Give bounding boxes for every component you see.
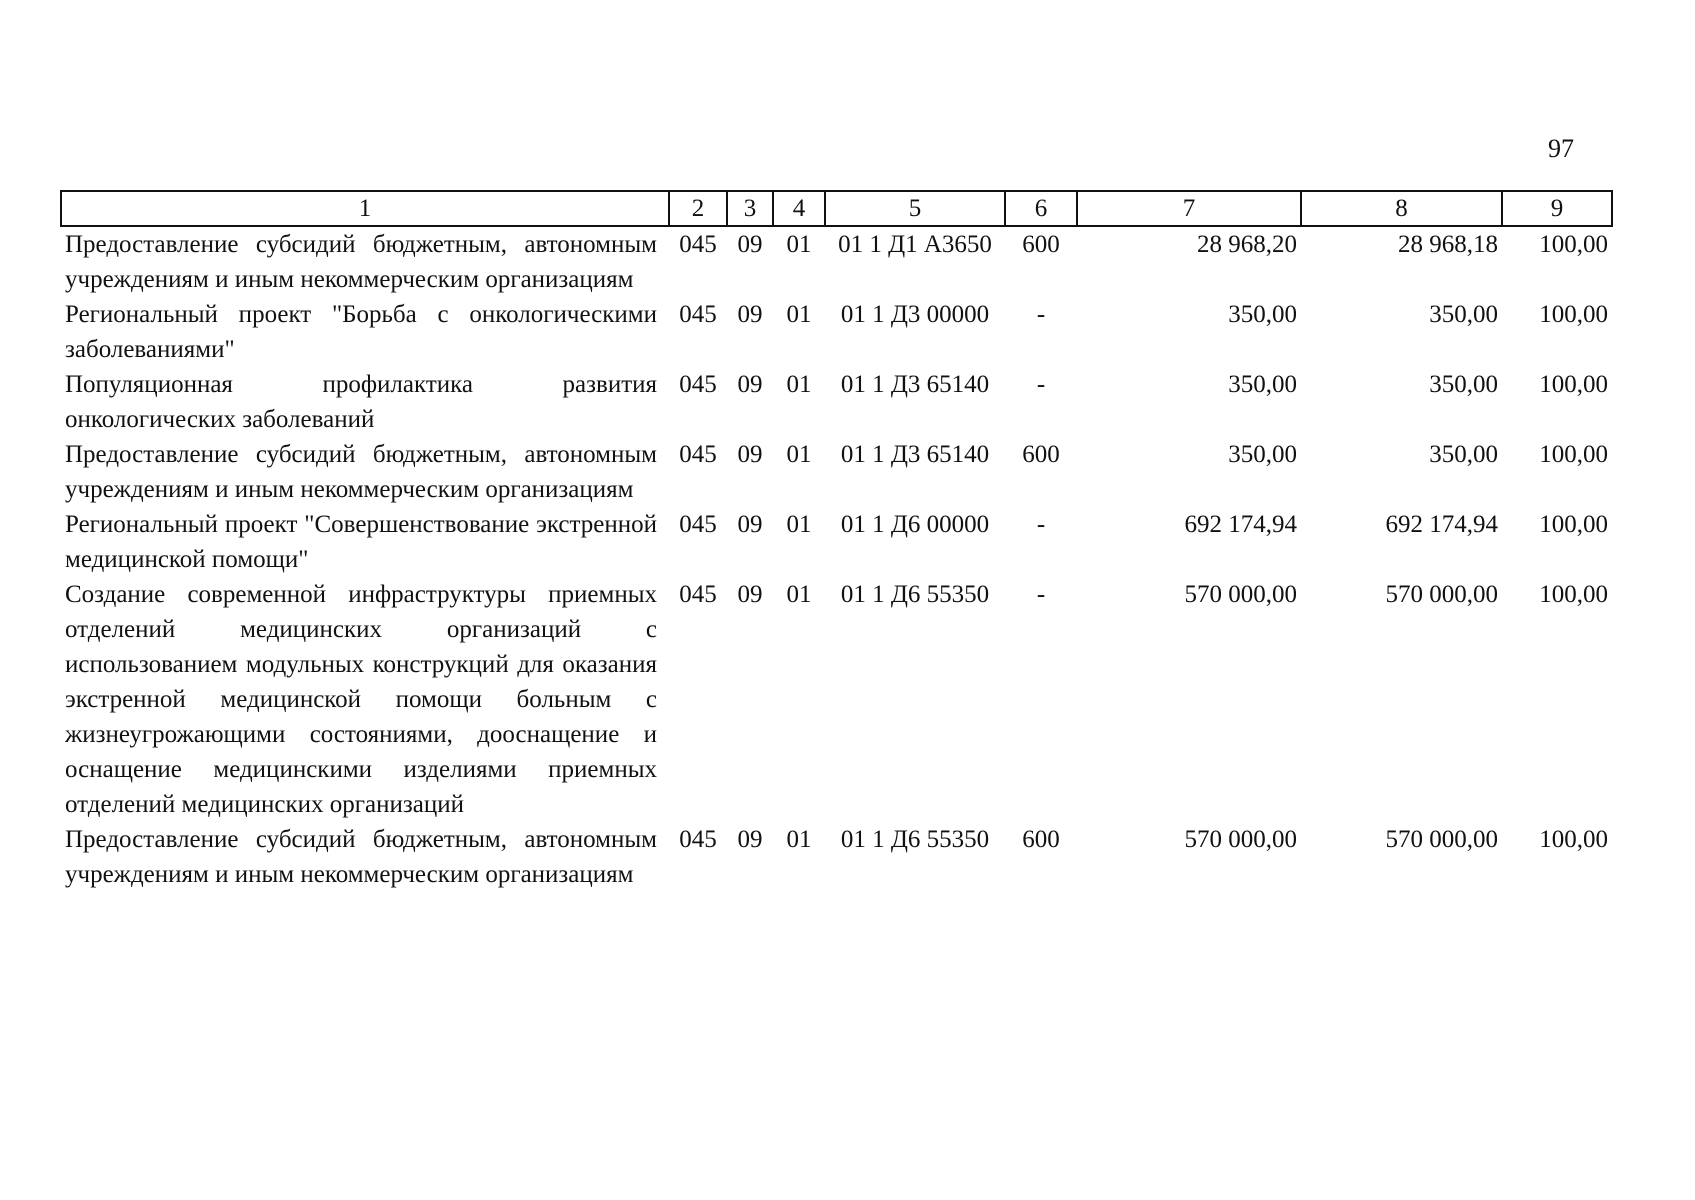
target-article-cell: 01 1 Д6 00000: [840, 511, 990, 538]
code-cell: 045: [679, 231, 717, 258]
row-name-cell: Популяционная профилактика развития онкологических заболеваний: [65, 371, 657, 433]
code-cell: 045: [679, 581, 717, 608]
planned-amount-cell: 350,00: [1228, 441, 1297, 468]
planned-amount-cell: 570 000,00: [1184, 826, 1297, 853]
column-header: 1: [61, 191, 669, 226]
planned-amount-cell: 350,00: [1228, 301, 1297, 328]
expense-type-cell: 600: [1022, 826, 1060, 853]
table-row: [61, 577, 1612, 822]
section-cell: 09: [737, 441, 763, 468]
target-article-cell: 01 1 Д3 65140: [840, 441, 990, 468]
column-header: 3: [727, 191, 773, 226]
actual-amount-cell: 692 174,94: [1385, 511, 1498, 538]
code-cell: 045: [679, 371, 717, 398]
table-row: [61, 367, 1612, 437]
percent-cell: 100,00: [1539, 511, 1608, 538]
column-header: 5: [825, 191, 1005, 226]
expense-type-cell: -: [1036, 301, 1046, 328]
column-header: 7: [1077, 191, 1301, 226]
section-cell: 09: [737, 826, 763, 853]
subsection-cell: 01: [786, 581, 812, 608]
target-article-cell: 01 1 Д3 65140: [840, 371, 990, 398]
expense-type-cell: -: [1036, 511, 1046, 538]
actual-amount-cell: 350,00: [1429, 371, 1498, 398]
section-cell: 09: [737, 371, 763, 398]
actual-amount-cell: 350,00: [1429, 441, 1498, 468]
subsection-cell: 01: [786, 231, 812, 258]
percent-cell: 100,00: [1539, 581, 1608, 608]
row-name-cell: Предоставление субсидий бюджетным, автономным учреждениям и иным некоммерческим организациям: [65, 441, 657, 503]
subsection-cell: 01: [786, 826, 812, 853]
subsection-cell: 01: [786, 371, 812, 398]
percent-cell: 100,00: [1539, 441, 1608, 468]
actual-amount-cell: 570 000,00: [1385, 826, 1498, 853]
row-name-cell: Предоставление субсидий бюджетным, автономным учреждениям и иным некоммерческим организациям: [65, 231, 657, 293]
column-header: 8: [1301, 191, 1502, 226]
planned-amount-cell: 570 000,00: [1184, 581, 1297, 608]
column-header: 6: [1005, 191, 1077, 226]
table-row: [61, 226, 1612, 297]
section-cell: 09: [737, 581, 763, 608]
subsection-cell: 01: [786, 441, 812, 468]
expense-type-cell: -: [1036, 581, 1046, 608]
expense-type-cell: -: [1036, 371, 1046, 398]
column-header: 4: [773, 191, 825, 226]
column-header: 9: [1502, 191, 1612, 226]
planned-amount-cell: 692 174,94: [1184, 511, 1297, 538]
budget-table: [60, 190, 1613, 892]
section-cell: 09: [737, 301, 763, 328]
table-row: [61, 297, 1612, 367]
page-number: 97: [1548, 134, 1574, 163]
table-row: [61, 822, 1612, 892]
table-header-row: [61, 191, 1612, 226]
code-cell: 045: [679, 511, 717, 538]
planned-amount-cell: 28 968,20: [1197, 231, 1297, 258]
column-header: 2: [669, 191, 727, 226]
target-article-cell: 01 1 Д6 55350: [840, 826, 990, 853]
target-article-cell: 01 1 Д1 А3650: [838, 231, 992, 258]
table-row: [61, 507, 1612, 577]
row-name-cell: Предоставление субсидий бюджетным, автономным учреждениям и иным некоммерческим организациям: [65, 826, 657, 888]
code-cell: 045: [679, 441, 717, 468]
target-article-cell: 01 1 Д3 00000: [840, 301, 990, 328]
actual-amount-cell: 28 968,18: [1398, 231, 1498, 258]
row-name-cell: Создание современной инфраструктуры приемных отделений медицинских организаций с использованием модульных конструкций для оказания экстренной медицинской помощи больным с жизнеугрожающими состояниями, дооснащение и оснащение медицинскими изделиями приемных отделений медицинских организаций: [65, 581, 657, 818]
actual-amount-cell: 570 000,00: [1385, 581, 1498, 608]
percent-cell: 100,00: [1539, 301, 1608, 328]
section-cell: 09: [737, 231, 763, 258]
planned-amount-cell: 350,00: [1228, 371, 1297, 398]
percent-cell: 100,00: [1539, 826, 1608, 853]
code-cell: 045: [679, 301, 717, 328]
percent-cell: 100,00: [1539, 231, 1608, 258]
table-row: [61, 437, 1612, 507]
row-name-cell: Региональный проект "Совершенствование экстренной медицинской помощи": [65, 511, 657, 573]
subsection-cell: 01: [786, 301, 812, 328]
expense-type-cell: 600: [1022, 231, 1060, 258]
section-cell: 09: [737, 511, 763, 538]
target-article-cell: 01 1 Д6 55350: [840, 581, 990, 608]
code-cell: 045: [679, 826, 717, 853]
percent-cell: 100,00: [1539, 371, 1608, 398]
subsection-cell: 01: [786, 511, 812, 538]
actual-amount-cell: 350,00: [1429, 301, 1498, 328]
expense-type-cell: 600: [1022, 441, 1060, 468]
row-name-cell: Региональный проект "Борьба с онкологическими заболеваниями": [65, 301, 657, 363]
